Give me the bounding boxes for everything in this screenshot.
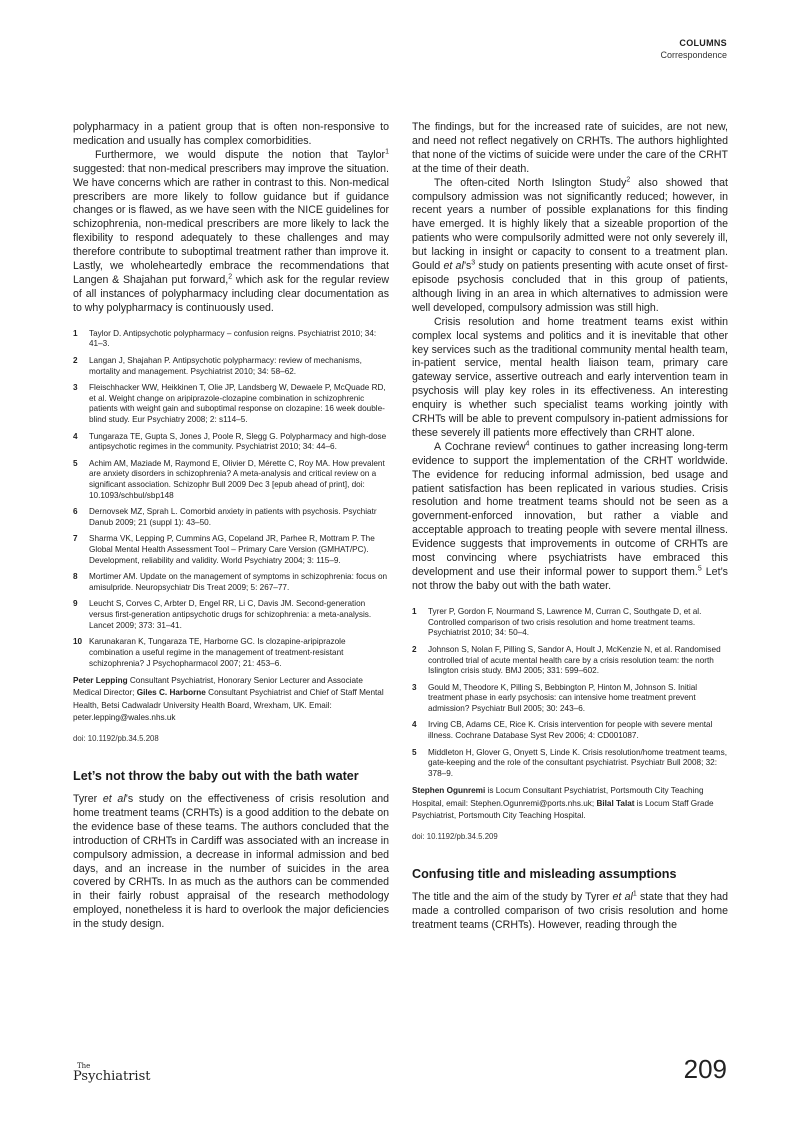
reference-item: 1 Taylor D. Antipsychotic polypharmacy – confusion reigns. Psychiatrist 2010; 34: 41–3. <box>73 328 377 349</box>
subsection-label: Correspondence <box>660 50 727 60</box>
paragraph: The often-cited North Islington Study$^2$ also showed that compulsory admission was not significantly reduced; however, in recent years a number of possible explanations for this finding have emerged. It is highly likely that a sizeable proportion of the patients who were compulsorily admitted were not only severely ill, but lacking in insight or capacity to consent to a treatment plan. Gould et $al’s^3$ study on patients presenting with acute onset of first-episode psychosis concluded that in this group of patients, although living in an area in which alternatives to admission were well developed, compulsory admission was still high. <box>412 176 728 314</box>
letter-title: Confusing title and misleading assumptions <box>412 867 677 882</box>
paragraph: The findings, but for the increased rate of suicides, are not new, and need not reflect negatively on CRHTs. The authors highlighted that none of the victims of suicide were under the care of the CRHT at the time of their death. <box>412 121 728 175</box>
doi: doi: 10.1192/pb.34.5.209 <box>412 832 498 842</box>
citation-mark: 1 <box>632 890 637 898</box>
reference-item: 8 Mortimer AM. Update on the management of symptoms in schizophrenia: focus on amisulpride. Neuropsychiatr Dis Treat 2009; 5: 267–77. <box>73 572 388 593</box>
section-label: COLUMNS <box>679 38 727 48</box>
letter-title: Let’s not throw the baby out with the bath water <box>73 769 359 784</box>
author-affiliation: Stephen Ogunremi is Locum Consultant Psychiatrist, Portsmouth City Teaching Hospital, email: Stephen.Ogunremi@ports.nhs.uk; Bilal Talat is Locum Staff Grade Psychiatrist, Portsmouth City Teaching Hospital. <box>412 786 714 820</box>
reference-item: 7 Sharma VK, Lepping P, Cummins AG, Copeland JR, Parhee R, Mottram P. The Global Mental Health Assessment Tool – Primary Care Version (GMHAT/PC). Development, reliability and validity. World Psychiatry 2004; 3: 115–9. <box>73 534 375 566</box>
page-number: 209 <box>683 1054 727 1084</box>
reference-list <box>412 607 728 780</box>
citation-mark: 1 <box>385 148 389 156</box>
paragraph: Tyrer et al’s study on the effectiveness of crisis resolution and home treatment teams (CRHTs) is a good addition to the debate on the evidence base of these teams. The authors concluded that the introduction of CRHTs in Cardiff was associated with an increase in compulsory admission, a decrease in informal admission and bed days, and an increase in the number of suicides in the area covered by CRHTs. In as much as the authors can be commended in their fairly robust appraisal of the research methodology employed, nonetheless it is hard to overlook the major deficiencies in the study design. <box>73 793 389 931</box>
citation-mark: 2 <box>626 176 631 184</box>
reference-item: 6 Dernovsek MZ, Sprah L. Comorbid anxiety in patients with psychosis. Psychiatr Danub 2009; 21 (suppl 1): 43–50. <box>73 507 377 528</box>
reference-item: 4 Tungaraza TE, Gupta S, Jones J, Poole R, Slegg G. Polypharmacy and high-dose antipsychotic regimes in the community. Psychiatrist 2010; 34: 44–6. <box>73 431 387 452</box>
left-column <box>73 121 389 932</box>
citation-mark: 2 <box>228 273 233 281</box>
paragraph: The title and the aim of the study by Tyrer et $al^1$ state that they had made a controlled comparison of two crisis resolution and home treatment teams (CRHTs). However, reading through the <box>412 890 729 931</box>
reference-item: 10 Karunakaran K, Tungaraza TE, Harborne GC. Is clozapine-aripiprazole combination a useful regime in the management of treatment-resistant schizophrenia? J Psychopharmacol 2007; 21: 453–6. <box>73 637 346 668</box>
citation-mark: 4 <box>525 440 530 448</box>
paragraph: polypharmacy in a patient group that is often non-responsive to medication and usually has complex comorbidities. <box>73 121 389 147</box>
reference-item: 3 Gould M, Theodore K, Pilling S, Bebbington P, Hinton M, Johnson S. Initial treatment phase in early psychosis: can intensive home treatment prevent admission? Psychiatr Bull 2005; 30: 243–6. <box>412 682 698 714</box>
reference-item: 1 Tyrer P, Gordon F, Nourmand S, Lawrence M, Curran C, Southgate D, et al. Controlled comparison of two crisis resolution and home treatment teams. Psychiatrist 2010; 34: 50–4. <box>412 606 702 638</box>
reference-item: 4 Irving CB, Adams CE, Rice K. Crisis intervention for people with severe mental illness. Cochrane Database Syst Rev 2006; 4: CD001087. <box>412 720 713 741</box>
reference-item: 3 Fleischhacker WW, Heikkinen T, Olie JP, Landsberg W, Dewaele P, McQuade RD, et al. Weight change on aripiprazole-clozapine combination in schizophrenic patients with weight gain and suboptimal response on clozapine: 16 week double-blind study. Eur Psychiatry 2008; 2: s114–5. <box>73 382 386 425</box>
reference-item: 5 Achim AM, Maziade M, Raymond E, Olivier D, Mérette C, Roy MA. How prevalent are anxiety disorders in schizophrenia? A meta-analysis and critical review on a significant association. Schizophr Bull 2009 Dec 3 [epub ahead of print], doi: 10.1093/schbul/sbp148 <box>73 458 385 501</box>
doi: doi: 10.1192/pb.34.5.208 <box>73 734 159 744</box>
reference-item: 5 Middleton H, Glover G, Onyett S, Linde K. Crisis resolution/home treatment teams, gate-keeping and the role of the consultant psychiatrist. Psychiatr Bull 2008; 32: 378–9. <box>412 747 727 779</box>
right-column <box>412 121 728 933</box>
journal-logo <box>73 1063 150 1083</box>
running-header <box>660 37 727 61</box>
reference-item: 2 Langan J, Shajahan P. Antipsychotic polypharmacy: review of mechanisms, mortality and management. Psychiatrist 2010; 34: 58–62. <box>73 355 362 376</box>
paragraph: A Cochrane review$^4$ continues to gather increasing long-term evidence to support the implementation of the CRHT worldwide. The evidence for reducing informal admission, bed usage and patient satisfaction has been replicated in various studies. Crisis resolution and home treatment teams should not be seen as a government-enforced innovation, but rather a viable and acceptable approach to treating people with severe mental illness. Evidence suggests that improvements in outcome of CRHTs are most convincing where psychiatrists have embraced this development and use their informal power to support them.$^5$ Let’s not throw the baby out with the bath water. <box>412 440 728 592</box>
citation-mark: 3 <box>471 259 476 267</box>
logo-the: The <box>77 1062 91 1070</box>
citation-mark: 5 <box>697 565 702 573</box>
logo-name: Psychiatrist <box>73 1069 151 1084</box>
reference-list <box>73 329 389 670</box>
paragraph: Furthermore, we would dispute the notion that Taylor$^1$ suggested: that non-medical prescribers may improve the situation. We have concerns which are rather in contrast to this. Non-medical prescribers are more likely to follow guidance but if guidance changes or is flawed, as we have seen with the NICE guidelines for schizophrenia, non-medical prescribers are more likely to lack the flexibility to respond adequately to these challenges and may therefore contribute to suboptimal treatment rather than improve it. Lastly, we wholeheartedly embrace the recommendations that Langen & Shajahan put forward,$^2$ which ask for the regular review of all instances of polypharmacy including clear documentation as to why polypharmacy is continuously used. <box>73 148 389 314</box>
paragraph: Crisis resolution and home treatment teams exist within complex local systems and politics and it is inevitable that other key services such as the traditional community mental health team, in-patient service, mental health liaison team, primary care gateway service, assertive outreach and early intervention team in psychosis will play key roles in its effectiveness. An interesting enquiry is whether such specialist teams working jointly with CRHTs will be able to prevent compulsory in-patient admissions for these severely ill patients more effectively than CRHT alone. <box>412 315 728 439</box>
author-affiliation: Peter Lepping Consultant Psychiatrist, Honorary Senior Lecturer and Associate Medical Director; Giles C. Harborne Consultant Psychiatrist and Chief of Staff Mental Health, Betsi Cadwaladr University Health Board, Wrexham, UK. Email: peter.lepping@wales.nhs.uk <box>73 676 384 722</box>
reference-item: 2 Johnson S, Nolan F, Pilling S, Sandor A, Hoult J, McKenzie N, et al. Randomised controlled trial of acute mental health care by a crisis resolution team: the north Islington crisis study. BMJ 2005; 331: 599–602. <box>412 644 721 676</box>
reference-item: 9 Leucht S, Corves C, Arbter D, Engel RR, Li C, Davis JM. Second-generation versus first-generation antipsychotic drugs for schizophrenia: a meta-analysis. Lancet 2009; 373: 31–41. <box>73 599 372 631</box>
